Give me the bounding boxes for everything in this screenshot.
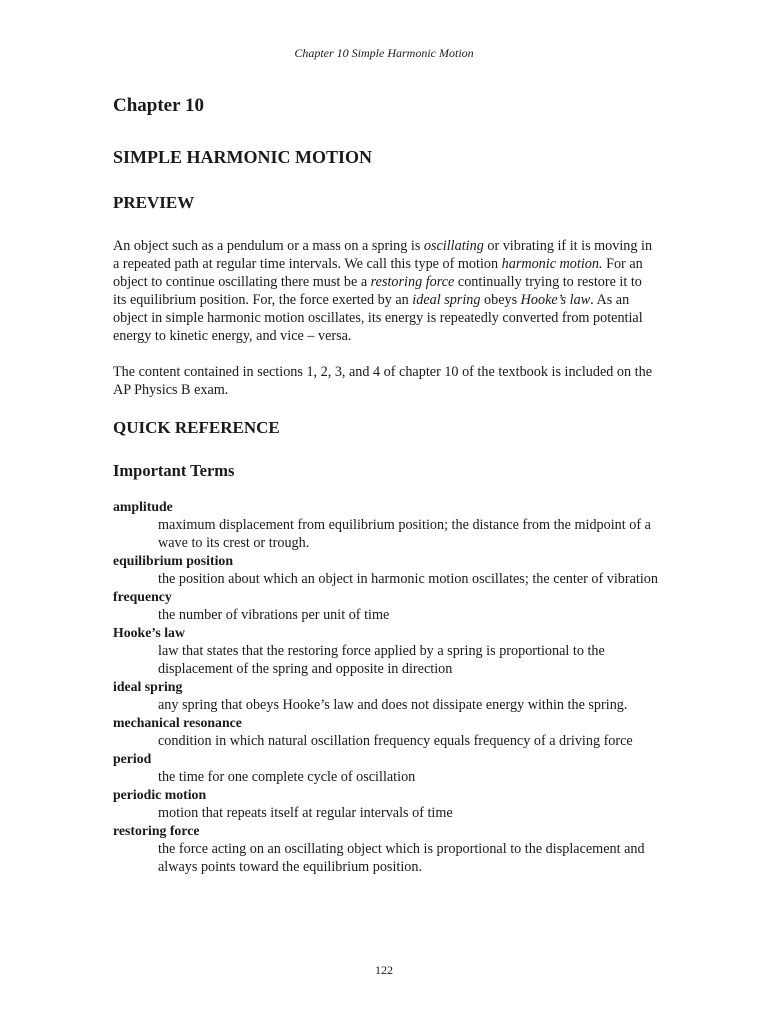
glossary-definition: maximum displacement from equilibrium position; the distance from the midpoint of a wave to its crest or trough. bbox=[158, 517, 651, 551]
preview-text: An object such as a pendulum or a mass on a spring is bbox=[113, 238, 424, 254]
glossary-term: mechanical resonance bbox=[113, 715, 242, 730]
term-ideal-spring: ideal spring bbox=[412, 292, 481, 308]
glossary-definition: the force acting on an oscillating object which is proportional to the displacement and always points toward the equilibrium position. bbox=[158, 841, 645, 875]
page-content bbox=[113, 94, 658, 876]
glossary-definition: motion that repeats itself at regular intervals of time bbox=[158, 805, 453, 821]
glossary-definition: the number of vibrations per unit of time bbox=[158, 607, 390, 623]
quick-reference-heading: QUICK REFERENCE bbox=[113, 418, 280, 437]
glossary-term: Hooke’s law bbox=[113, 625, 185, 640]
preview-text: obeys bbox=[480, 292, 521, 308]
glossary-term: amplitude bbox=[113, 499, 173, 514]
term-oscillating: oscillating bbox=[423, 238, 484, 254]
preview-heading: PREVIEW bbox=[113, 193, 195, 212]
glossary-term: ideal spring bbox=[113, 679, 183, 694]
preview-text: continually trying to restore it to its equilibrium position. For, the force exerted by an bbox=[113, 274, 642, 308]
chapter-number: Chapter 10 bbox=[113, 95, 204, 116]
glossary-definition: any spring that obeys Hooke’s law and does not dissipate energy within the spring. bbox=[158, 697, 628, 713]
preview-text: For an object to continue oscillating there must be a bbox=[113, 256, 643, 290]
running-header: Chapter 10 Simple Harmonic Motion bbox=[294, 46, 474, 60]
glossary-term: equilibrium position bbox=[113, 553, 233, 568]
term-hookes-law: Hooke’s law bbox=[520, 292, 591, 308]
glossary-term: restoring force bbox=[113, 823, 200, 838]
glossary-term: frequency bbox=[113, 589, 172, 604]
term-restoring-force: restoring force bbox=[370, 274, 455, 290]
glossary-definition: condition in which natural oscillation frequency equals frequency of a driving force bbox=[158, 733, 633, 749]
preview-paragraph bbox=[113, 237, 658, 345]
preview-text: or vibrating if it is moving in a repeated path at regular time intervals. We call this type of motion bbox=[113, 238, 653, 272]
glossary-term: period bbox=[113, 751, 152, 766]
glossary-list bbox=[113, 498, 658, 876]
exam-scope-paragraph: The content contained in sections 1, 2, 3, and 4 of chapter 10 of the textbook is included on the AP Physics B exam. bbox=[113, 364, 652, 398]
glossary-term: periodic motion bbox=[113, 787, 207, 802]
glossary-definition: the position about which an object in harmonic motion oscillates; the center of vibration bbox=[158, 571, 658, 587]
glossary-definition: the time for one complete cycle of oscillation bbox=[158, 769, 416, 785]
chapter-title: SIMPLE HARMONIC MOTION bbox=[113, 147, 373, 167]
page-number: 122 bbox=[375, 963, 393, 977]
important-terms-heading: Important Terms bbox=[113, 461, 235, 480]
preview-text: . As an object in simple harmonic motion oscillates, its energy is repeatedly converted from potential energy to kinetic energy, and vice – versa. bbox=[113, 292, 643, 344]
glossary-definition: law that states that the restoring force applied by a spring is proportional to the displacement of the spring and opposite in direction bbox=[158, 643, 605, 677]
term-harmonic-motion: harmonic motion. bbox=[501, 256, 603, 272]
